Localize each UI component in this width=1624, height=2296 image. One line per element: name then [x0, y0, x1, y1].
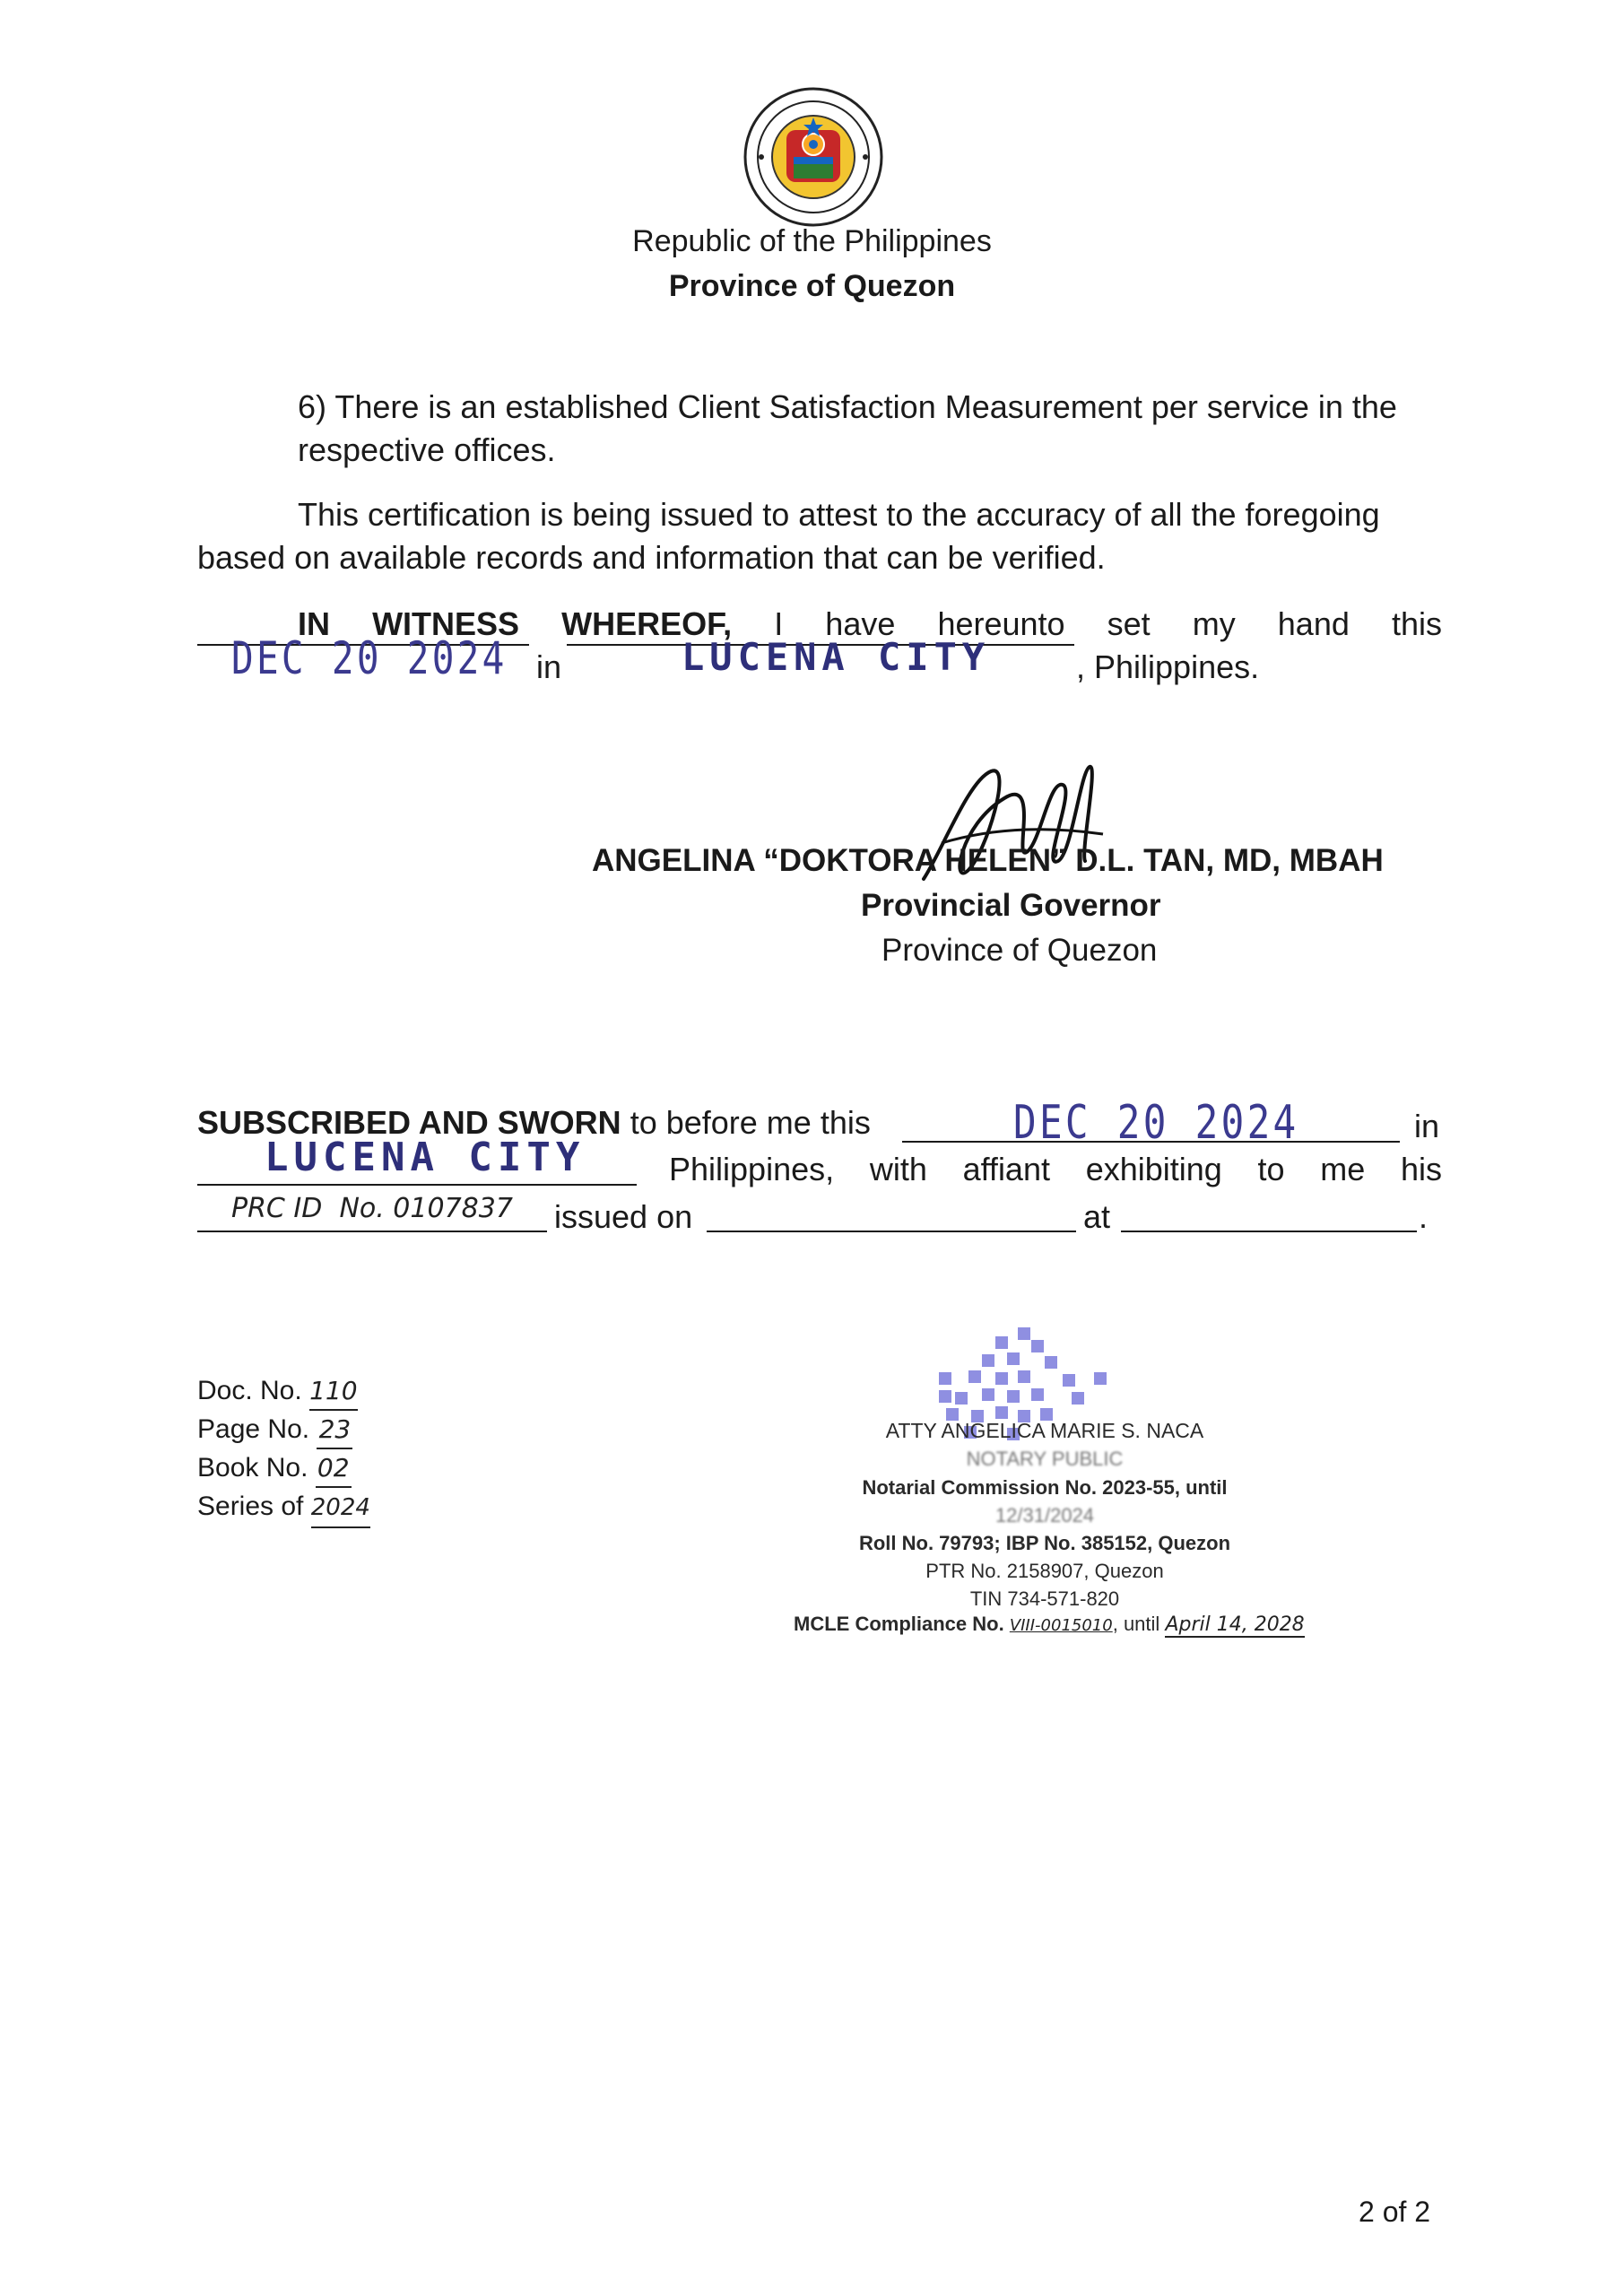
series-value: 2024: [311, 1490, 370, 1528]
notary-commission-1: Notarial Commission No. 2023-55, until: [862, 1476, 1228, 1499]
witness-word: hereunto: [937, 605, 1065, 642]
jurat-word: Philippines,: [669, 1151, 835, 1187]
jurat-word: me: [1320, 1151, 1366, 1187]
jurat-word: affiant: [962, 1151, 1050, 1187]
jurat-date-stamp: DEC 20 2024: [1013, 1096, 1299, 1150]
doc-no-row: [197, 1372, 370, 1411]
witness-word: set: [1107, 605, 1151, 642]
governor-title: Provincial Governor: [861, 888, 1161, 923]
mcle-until: , until: [1112, 1613, 1160, 1635]
governor-name: ANGELINA “DOKTORA HELEN” D.L. TAN, MD, MBAH: [592, 843, 1384, 878]
item-6-line1: 6) There is an established Client Satisfaction Measurement per service in the: [298, 388, 1397, 425]
jurat-issued-blank: [707, 1231, 1076, 1232]
republic-heading: Republic of the Philippines: [632, 224, 992, 258]
witness-end: , Philippines.: [1076, 648, 1260, 685]
doc-no-label: Doc. No.: [197, 1376, 302, 1405]
jurat-word: to: [1257, 1151, 1285, 1187]
witness-date-stamp: DEC 20 2024: [231, 632, 508, 684]
witness-word: have: [825, 605, 896, 642]
doc-no-value: 110: [309, 1372, 357, 1411]
notary-ptr: PTR No. 2158907, Quezon: [925, 1560, 1164, 1582]
jurat-lead: SUBSCRIBED AND SWORN: [197, 1104, 621, 1141]
jurat-at-blank: [1121, 1231, 1417, 1232]
jurat-word: his: [1400, 1151, 1442, 1187]
notary-name: ATTY ANGELICA MARIE S. NACA: [885, 1419, 1204, 1442]
jurat-id-handwritten: PRC ID No. 0107837: [231, 1193, 513, 1224]
certification-line2: based on available records and information that can be verified.: [197, 539, 1106, 576]
series-row: [197, 1488, 370, 1528]
mcle-number: VIII-0015010: [1009, 1616, 1113, 1635]
mcle-prefix: MCLE Compliance No.: [794, 1613, 1004, 1635]
page-no-row: [197, 1411, 370, 1449]
province-seal: [742, 85, 885, 229]
jurat-text: to before me this: [630, 1104, 871, 1141]
witness-word: this: [1391, 605, 1442, 642]
notary-tin: TIN 734-571-820: [969, 1587, 1120, 1610]
notary-mcle: [794, 1613, 1305, 1638]
jurat-at: at: [1083, 1198, 1111, 1235]
item-6-line2: respective offices.: [298, 431, 556, 468]
jurat-in-label: in: [1414, 1108, 1440, 1144]
witness-word: WHEREOF,: [561, 605, 733, 642]
witness-word: IN: [298, 605, 330, 642]
witness-word: WITNESS: [372, 605, 520, 642]
mcle-date: April 14, 2028: [1165, 1613, 1305, 1636]
witness-word: hand: [1277, 605, 1350, 642]
jurat-issued-on: issued on: [554, 1198, 693, 1235]
jurat-line2: [669, 1148, 1442, 1191]
book-no-row: [197, 1449, 370, 1488]
jurat-end: .: [1419, 1198, 1429, 1235]
witness-word: my: [1192, 605, 1236, 642]
certification-line1: This certification is being issued to attest to the accuracy of all the foregoing: [298, 496, 1380, 533]
jurat-place-stamp: LUCENA CITY: [265, 1135, 586, 1180]
book-no-label: Book No.: [197, 1453, 308, 1483]
jurat-id-blank: [197, 1231, 547, 1232]
notarial-record: [197, 1372, 370, 1528]
jurat-word: with: [869, 1151, 927, 1187]
witness-place-stamp: LUCENA CITY: [682, 635, 991, 679]
witness-in-label: in: [536, 648, 562, 685]
jurat-place-blank: [197, 1184, 637, 1186]
page-no-label: Page No.: [197, 1414, 310, 1444]
page-number: 2 of 2: [1359, 2196, 1431, 2228]
jurat-word: exhibiting: [1085, 1151, 1222, 1187]
notary-commission-2: 12/31/2024: [994, 1504, 1095, 1526]
province-heading: Province of Quezon: [668, 269, 956, 303]
book-no-value: 02: [316, 1449, 352, 1488]
series-label: Series of: [197, 1492, 304, 1521]
governor-office: Province of Quezon: [881, 933, 1158, 968]
notary-roll: Roll No. 79793; IBP No. 385152, Quezon: [858, 1532, 1231, 1554]
notary-role: NOTARY PUBLIC: [966, 1448, 1124, 1470]
witness-word: I: [774, 605, 784, 642]
page-no-value: 23: [317, 1411, 352, 1449]
